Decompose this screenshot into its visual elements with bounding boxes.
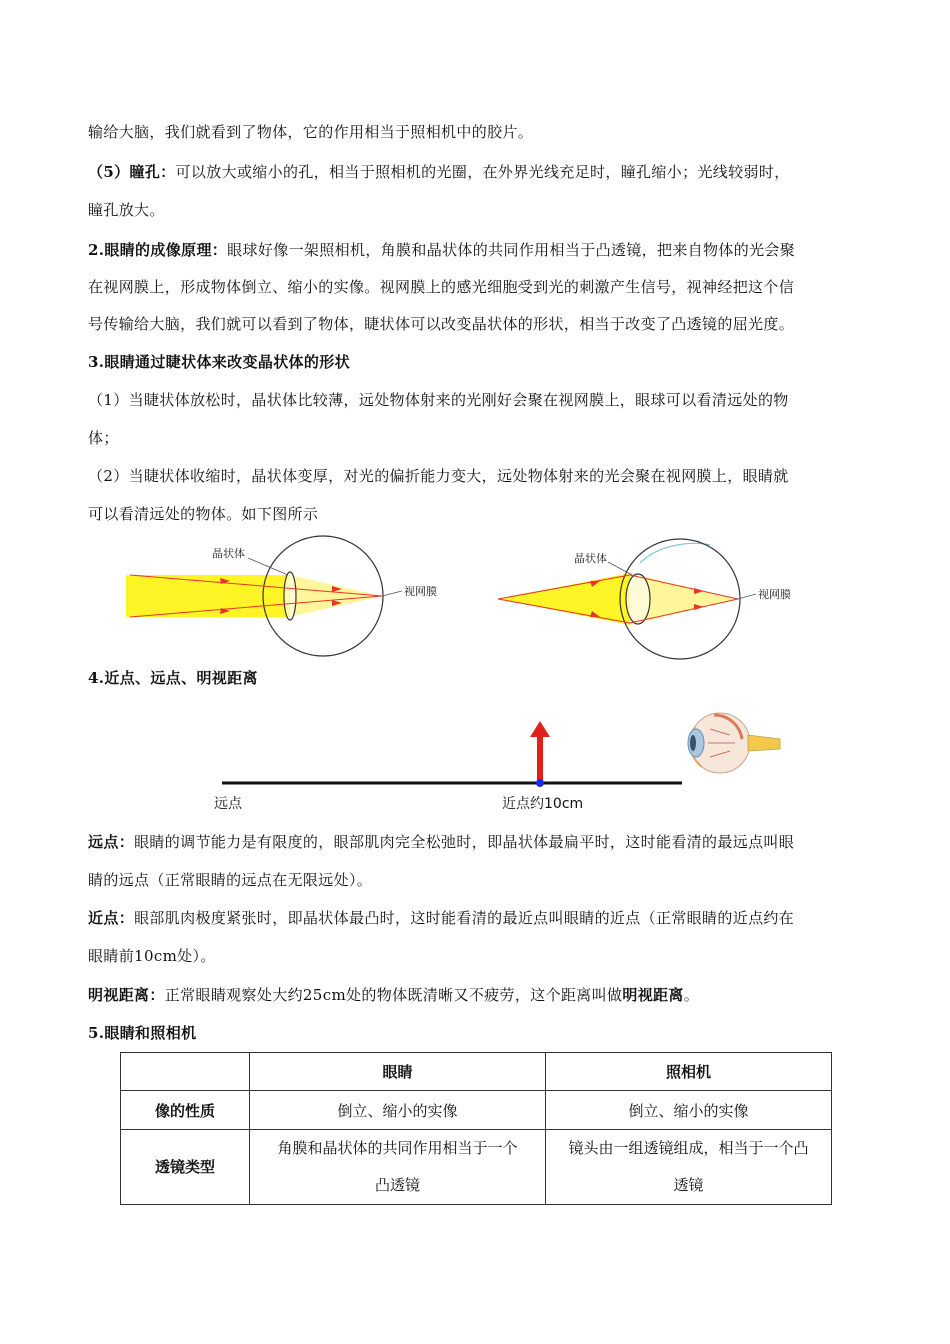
table-header-cell: 照相机 — [546, 1053, 832, 1091]
near-point-paragraph-cont: 眼睛前10cm处）。 — [88, 947, 216, 965]
eye-illustration-icon — [688, 713, 780, 773]
near-point-term: 近点： — [88, 909, 135, 927]
table-row — [121, 1091, 832, 1130]
relaxed-eye-diagram — [126, 536, 402, 656]
left-lens-label: 晶状体 — [212, 547, 245, 560]
near-far-point-figure — [210, 705, 790, 815]
right-lens-label: 晶状体 — [574, 552, 607, 565]
section-3-heading: 3.眼睛通过睫状体来改变晶状体的形状 — [88, 353, 350, 371]
far-point-paragraph — [88, 832, 794, 852]
far-point-label: 远点 — [214, 796, 242, 812]
section-2-heading: 2.眼睛的成像原理： — [88, 241, 228, 259]
section-2-line-2: 在视网膜上，形成物体倒立、缩小的实像。视网膜上的感光细胞受到光的刺激产生信号，视神经把这个信 — [88, 278, 795, 296]
paragraph-retina-cont: 输给大脑，我们就看到了物体，它的作用相当于照相机中的胶片。 — [88, 123, 534, 141]
clear-vision-end: 。 — [683, 986, 700, 1004]
section-2-line-3: 号传输给大脑，我们就可以看到了物体，睫状体可以改变晶状体的形状，相当于改变了凸透镜的屈光度。 — [88, 315, 795, 333]
table-cell-line: 凸透镜 — [374, 1176, 420, 1194]
far-point-paragraph-cont: 睛的远点（正常眼睛的远点在无限远处）。 — [88, 871, 373, 889]
section-2-line-1 — [88, 240, 795, 260]
table-header-cell — [121, 1053, 250, 1091]
right-retina-label: 视网膜 — [758, 588, 791, 601]
table-cell-line: 透镜 — [673, 1176, 704, 1194]
table-row-label: 像的性质 — [121, 1091, 250, 1130]
section-5-heading: 5.眼睛和照相机 — [88, 1024, 197, 1042]
clear-vision-paragraph — [88, 985, 699, 1005]
near-point-paragraph — [88, 908, 794, 928]
clear-vision-text: 正常眼睛观察处大约25cm处的物体既清晰又不疲劳，这个距离叫做 — [164, 986, 623, 1004]
section-3-line-3: （2）当睫状体收缩时，晶状体变厚，对光的偏折能力变大，远处物体射来的光会聚在视网膜上，眼睛就 — [88, 467, 789, 485]
table-cell — [250, 1130, 546, 1205]
table-cell — [546, 1130, 832, 1205]
near-point-text: 眼部肌肉极度紧张时，即晶状体最凸时，这时能看清的最近点叫眼睛的近点（正常眼睛的近点约在 — [134, 909, 795, 927]
section-3-line-2: 体； — [88, 429, 119, 447]
eye-camera-comparison-table — [120, 1052, 832, 1205]
near-point-dot — [536, 779, 544, 787]
table-cell-line: 角膜和晶状体的共同作用相当于一个 — [277, 1139, 518, 1157]
table-header-cell: 眼睛 — [250, 1053, 546, 1091]
diverging-light-beam — [498, 573, 630, 625]
section-2-text: 眼球好像一架照相机，角膜和晶状体的共同作用相当于凸透镜，把来自物体的光会聚 — [227, 241, 796, 259]
table-cell: 倒立、缩小的实像 — [250, 1091, 546, 1130]
converging-light-cone — [290, 575, 382, 617]
table-cell: 倒立、缩小的实像 — [546, 1091, 832, 1130]
table-row — [121, 1130, 832, 1205]
left-retina-label: 视网膜 — [404, 585, 437, 598]
clear-vision-emphasis: 明视距离 — [622, 986, 684, 1004]
section-3-line-4: 可以看清远处的物体。如下图所示 — [88, 505, 319, 523]
paragraph-pupil — [88, 162, 790, 182]
near-point-label: 近点约10cm — [502, 796, 584, 812]
clear-vision-term: 明视距离： — [88, 986, 165, 1004]
object-arrow-shaft — [537, 735, 543, 781]
far-point-term: 远点： — [88, 833, 135, 851]
retina-label-leader — [738, 594, 756, 599]
table-header-row — [121, 1053, 832, 1091]
table-cell-line: 镜头由一组透镜组成，相当于一个凸 — [568, 1139, 809, 1157]
thin-lens — [284, 572, 296, 620]
thick-lens — [626, 574, 650, 624]
section-4-heading: 4.近点、远点、明视距离 — [88, 669, 258, 687]
table-row-label: 透镜类型 — [121, 1130, 250, 1205]
section-3-line-1: （1）当睫状体放松时，晶状体比较薄，远处物体射来的光刚好会聚在视网膜上，眼球可以看清远处的物 — [88, 391, 789, 409]
object-arrow-head — [530, 721, 550, 737]
contracted-eye-diagram — [498, 539, 756, 659]
near-far-point-svg — [210, 705, 790, 815]
far-point-text: 眼睛的调节能力是有限度的，眼部肌肉完全松弛时，即晶状体最扁平时，这时能看清的最远点叫眼 — [134, 833, 795, 851]
pupil-label: （5）瞳孔： — [88, 163, 176, 181]
pupil-text: 可以放大或缩小的孔，相当于照相机的光圈，在外界光线充足时，瞳孔缩小；光线较弱时， — [175, 163, 790, 181]
eye-focus-figure — [120, 535, 840, 660]
retina-label-leader — [382, 591, 402, 596]
paragraph-pupil-cont: 瞳孔放大。 — [88, 201, 165, 219]
